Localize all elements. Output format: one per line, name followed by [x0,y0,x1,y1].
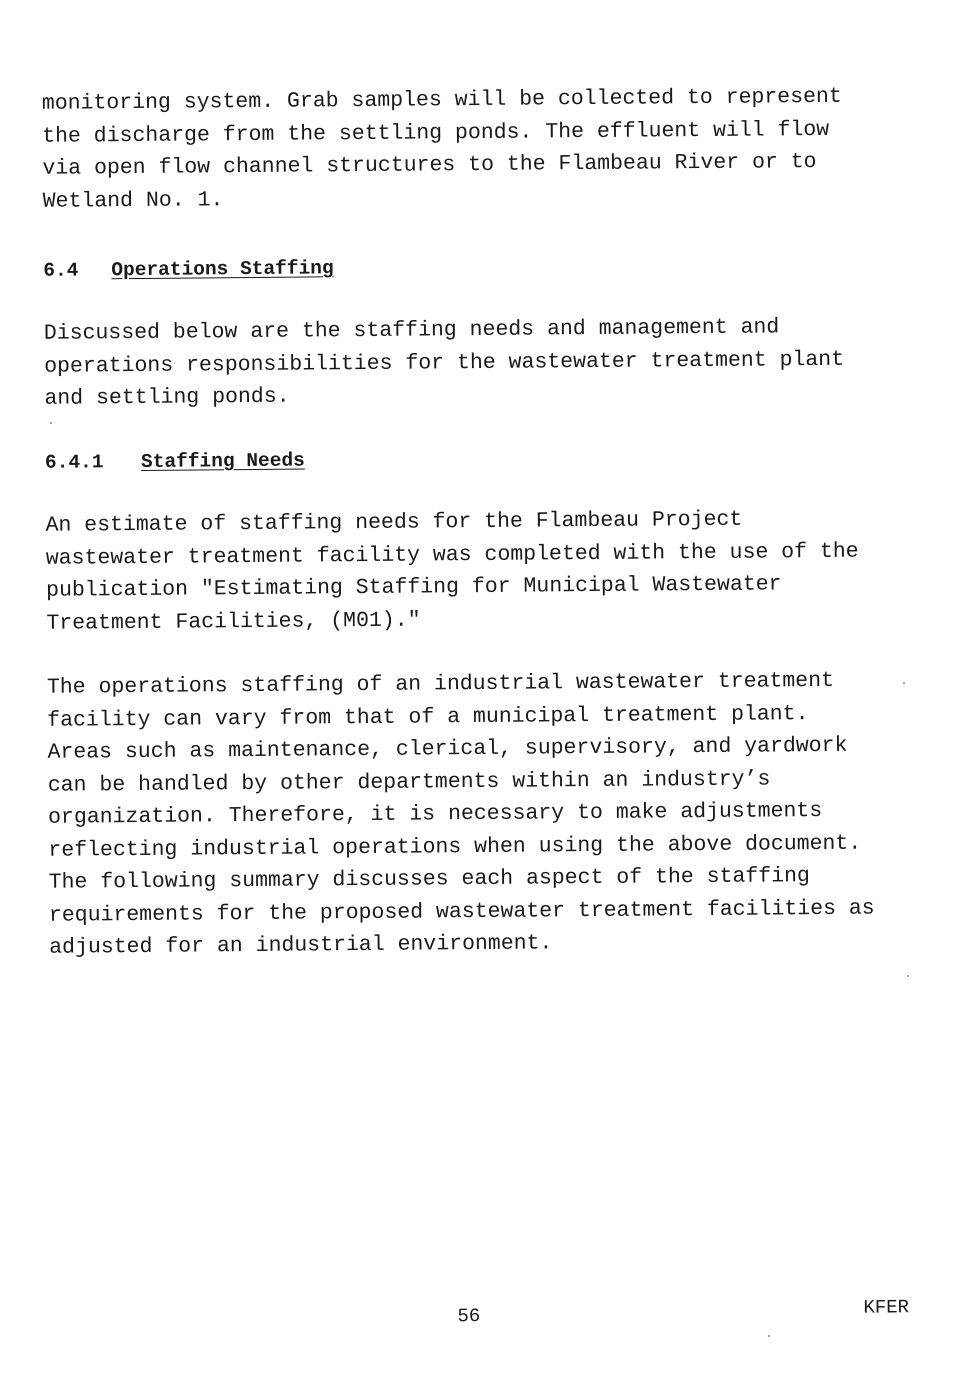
intro-paragraph: monitoring system. Grab samples will be collected to represent the discharge from the settling ponds. The effluent will flow via open flow channel structures to the Flambeau River or to Wetland No. 1. [41,84,842,214]
scan-speck [907,975,909,977]
section-heading-6-4-1 [45,450,305,474]
scan-speck [768,1335,770,1337]
staffing-estimate-paragraph: An estimate of staffing needs for the Flambeau Project wastewater treatment facility was completed with the use of the publication "Estimating Staffing for Municipal Wastewater Treatment Facilities, (M01)." [45,507,859,636]
page-number: 56 [457,1305,481,1328]
subsection-number: 6.4.1 [44,451,104,474]
section-title: Operations Staffing [111,257,334,282]
scan-speck [50,422,52,424]
scan-speck [903,682,905,684]
operations-staffing-paragraph: The operations staffing of an industrial wastewater treatment facility can vary from that of a municipal treatment plant. Areas such as maintenance, clerical, supervisory, and yardwork can be handled by other departments within an industry’s organization. Therefore, it is necessary to make adjustments reflecting industrial operations when using the above document. The following summary discusses each aspect of the staffing requirements for the proposed wastewater treatment facilities as adjusted for an industrial environment. [46,668,875,960]
subsection-title: Staffing Needs [140,449,305,473]
section-6-4-body: Discussed below are the staffing needs and management and operations responsibilities for the wastewater treatment plant and settling ponds. [43,315,845,411]
section-heading-6-4 [43,257,334,282]
document-code: KFER [863,1296,910,1319]
section-number: 6.4 [43,259,79,282]
